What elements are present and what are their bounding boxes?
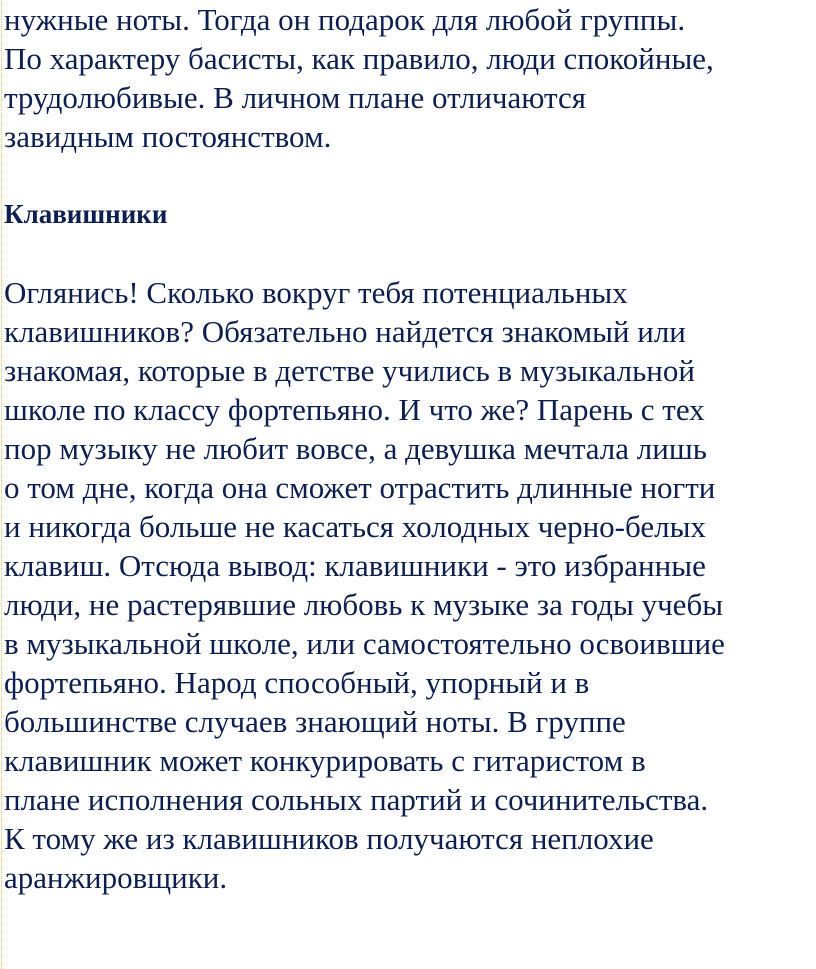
body-line: плане исполнения сольных партий и сочинительства. xyxy=(4,782,709,817)
document-text xyxy=(4,0,816,897)
body-line: аранжировщики. xyxy=(4,860,228,895)
margin-guide-line xyxy=(1,0,2,969)
body-line: в музыкальной школе, или самостоятельно освоившие xyxy=(4,626,725,661)
body-line: знакомая, которые в детстве учились в музыкальной xyxy=(4,353,695,388)
section-heading: Клавишники xyxy=(4,199,168,229)
body-line: пор музыку не любит вовсе, а девушка мечтала лишь xyxy=(4,431,707,466)
paragraph-spacer xyxy=(4,234,816,273)
intro-line: трудолюбивые. В личном плане отличаются xyxy=(4,80,586,115)
body-line: фортепьяно. Народ способный, упорный и в xyxy=(4,665,590,700)
body-line: Оглянись! Сколько вокруг тебя потенциальных xyxy=(4,275,628,310)
intro-line: нужные ноты. Тогда он подарок для любой группы. xyxy=(4,2,686,37)
body-line: люди, не растерявшие любовь к музыке за годы учебы xyxy=(4,587,724,622)
body-line: и никогда больше не касаться холодных черно-белых xyxy=(4,509,706,544)
body-line: о том дне, когда она сможет отрастить длинные ногти xyxy=(4,470,716,505)
body-line: школе по классу фортепьяно. И что же? Парень с тех xyxy=(4,392,705,427)
body-line: К тому же из клавишников получаются неплохие xyxy=(4,821,654,856)
paragraph-spacer xyxy=(4,156,816,195)
intro-line: завидным постоянством. xyxy=(4,119,332,154)
body-line: большинстве случаев знающий ноты. В группе xyxy=(4,704,626,739)
body-line: клавиш. Отсюда вывод: клавишники - это избранные xyxy=(4,548,706,583)
intro-line: По характеру басисты, как правило, люди спокойные, xyxy=(4,41,714,76)
body-line: клавишников? Обязательно найдется знакомый или xyxy=(4,314,686,349)
body-line: клавишник может конкурировать с гитаристом в xyxy=(4,743,646,778)
